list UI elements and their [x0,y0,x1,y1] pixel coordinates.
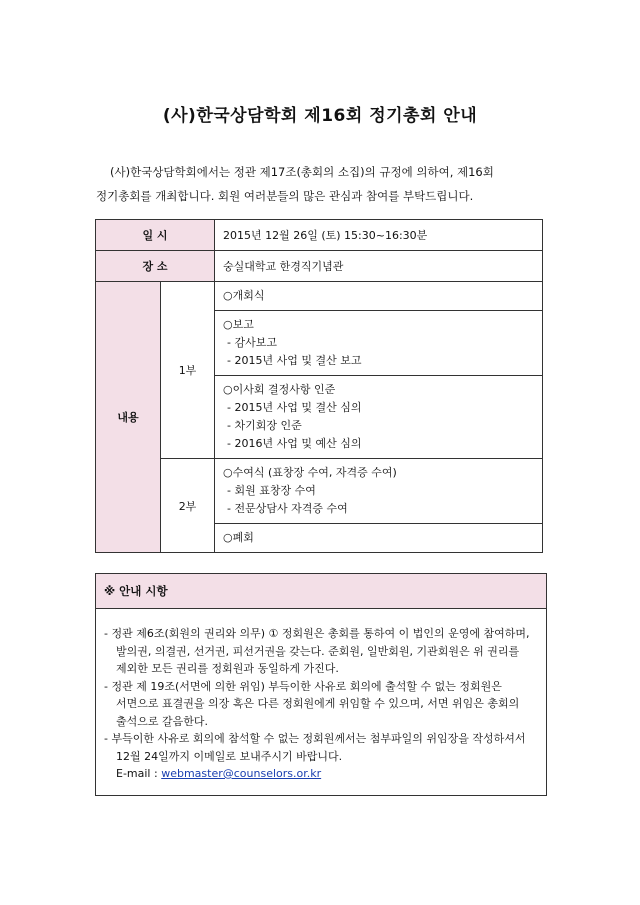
notice-box [95,573,547,796]
notice-bullet-rights: - 정관 제6조(회원의 권리와 의무) ① 정회원은 총회를 통하여 이 법인의 운영에 참여하며, 발의권, 의결권, 선거권, 피선거권을 갖는다. 준회원, 일반회원, 기관회원은 위 권리를 제외한 모든 권리를 정회원과 동일하게 가진다. [104,627,530,675]
date-value: 2015년 12월 26일 (토) 15:30~16:30분 [215,220,543,251]
place-label: 장 소 [96,251,215,282]
agenda-item-closing: ○폐회 [215,524,543,553]
notice-bullet-proxy: - 정관 제 19조(서면에 의한 위임) 부득이한 사유로 회의에 출석할 수 없는 정회원은 서면으로 표결권을 의장 혹은 다른 정회원에게 위임할 수 있으며, 서면 위임은 총회의 출석으로 갈음한다. [104,679,520,728]
content-label: 내용 [96,282,161,553]
page-title: (사)한국상담학회 제16회 정기총회 안내 [162,106,478,126]
agenda-item-opening: ○개회식 [215,282,543,311]
agenda-item-award: ○수여식 (표창장 수여, 자격증 수여) - 회원 표창장 수여 - 전문상담사 자격증 수여 [215,459,543,524]
notice-body [96,609,546,795]
email-label: E-mail : [116,767,158,780]
agenda-item-board-approval: ○이사회 결정사항 인준 - 2015년 사업 및 결산 심의 - 차기회장 인준 - 2016년 사업 및 예산 심의 [215,376,543,459]
email-line [102,765,540,783]
notice-header: ※ 안내 시항 [96,574,546,609]
part2-label: 2부 [161,459,215,553]
part1-label: 1부 [161,282,215,459]
date-label: 일 시 [96,220,215,251]
intro-paragraph: (사)한국상담학회에서는 정관 제17조(총회의 소집)의 규정에 의하여, 제16회 정기총회를 개최합니다. 회원 여러분들의 많은 관심과 참여를 부탁드립니다. [96,165,494,203]
schedule-table [95,219,543,553]
agenda-item-report: ○보고 - 감사보고 - 2015년 사업 및 결산 보고 [215,311,543,376]
notice-bullet-submit: - 부득이한 사유로 회의에 참석할 수 없는 정회원께서는 첨부파일의 위임장을 작성하셔서 12월 24일까지 이메일로 보내주시기 바랍니다. [104,732,526,763]
place-value: 숭실대학교 한경직기념관 [215,251,543,282]
email-link[interactable]: webmaster@counselors.or.kr [161,767,322,780]
